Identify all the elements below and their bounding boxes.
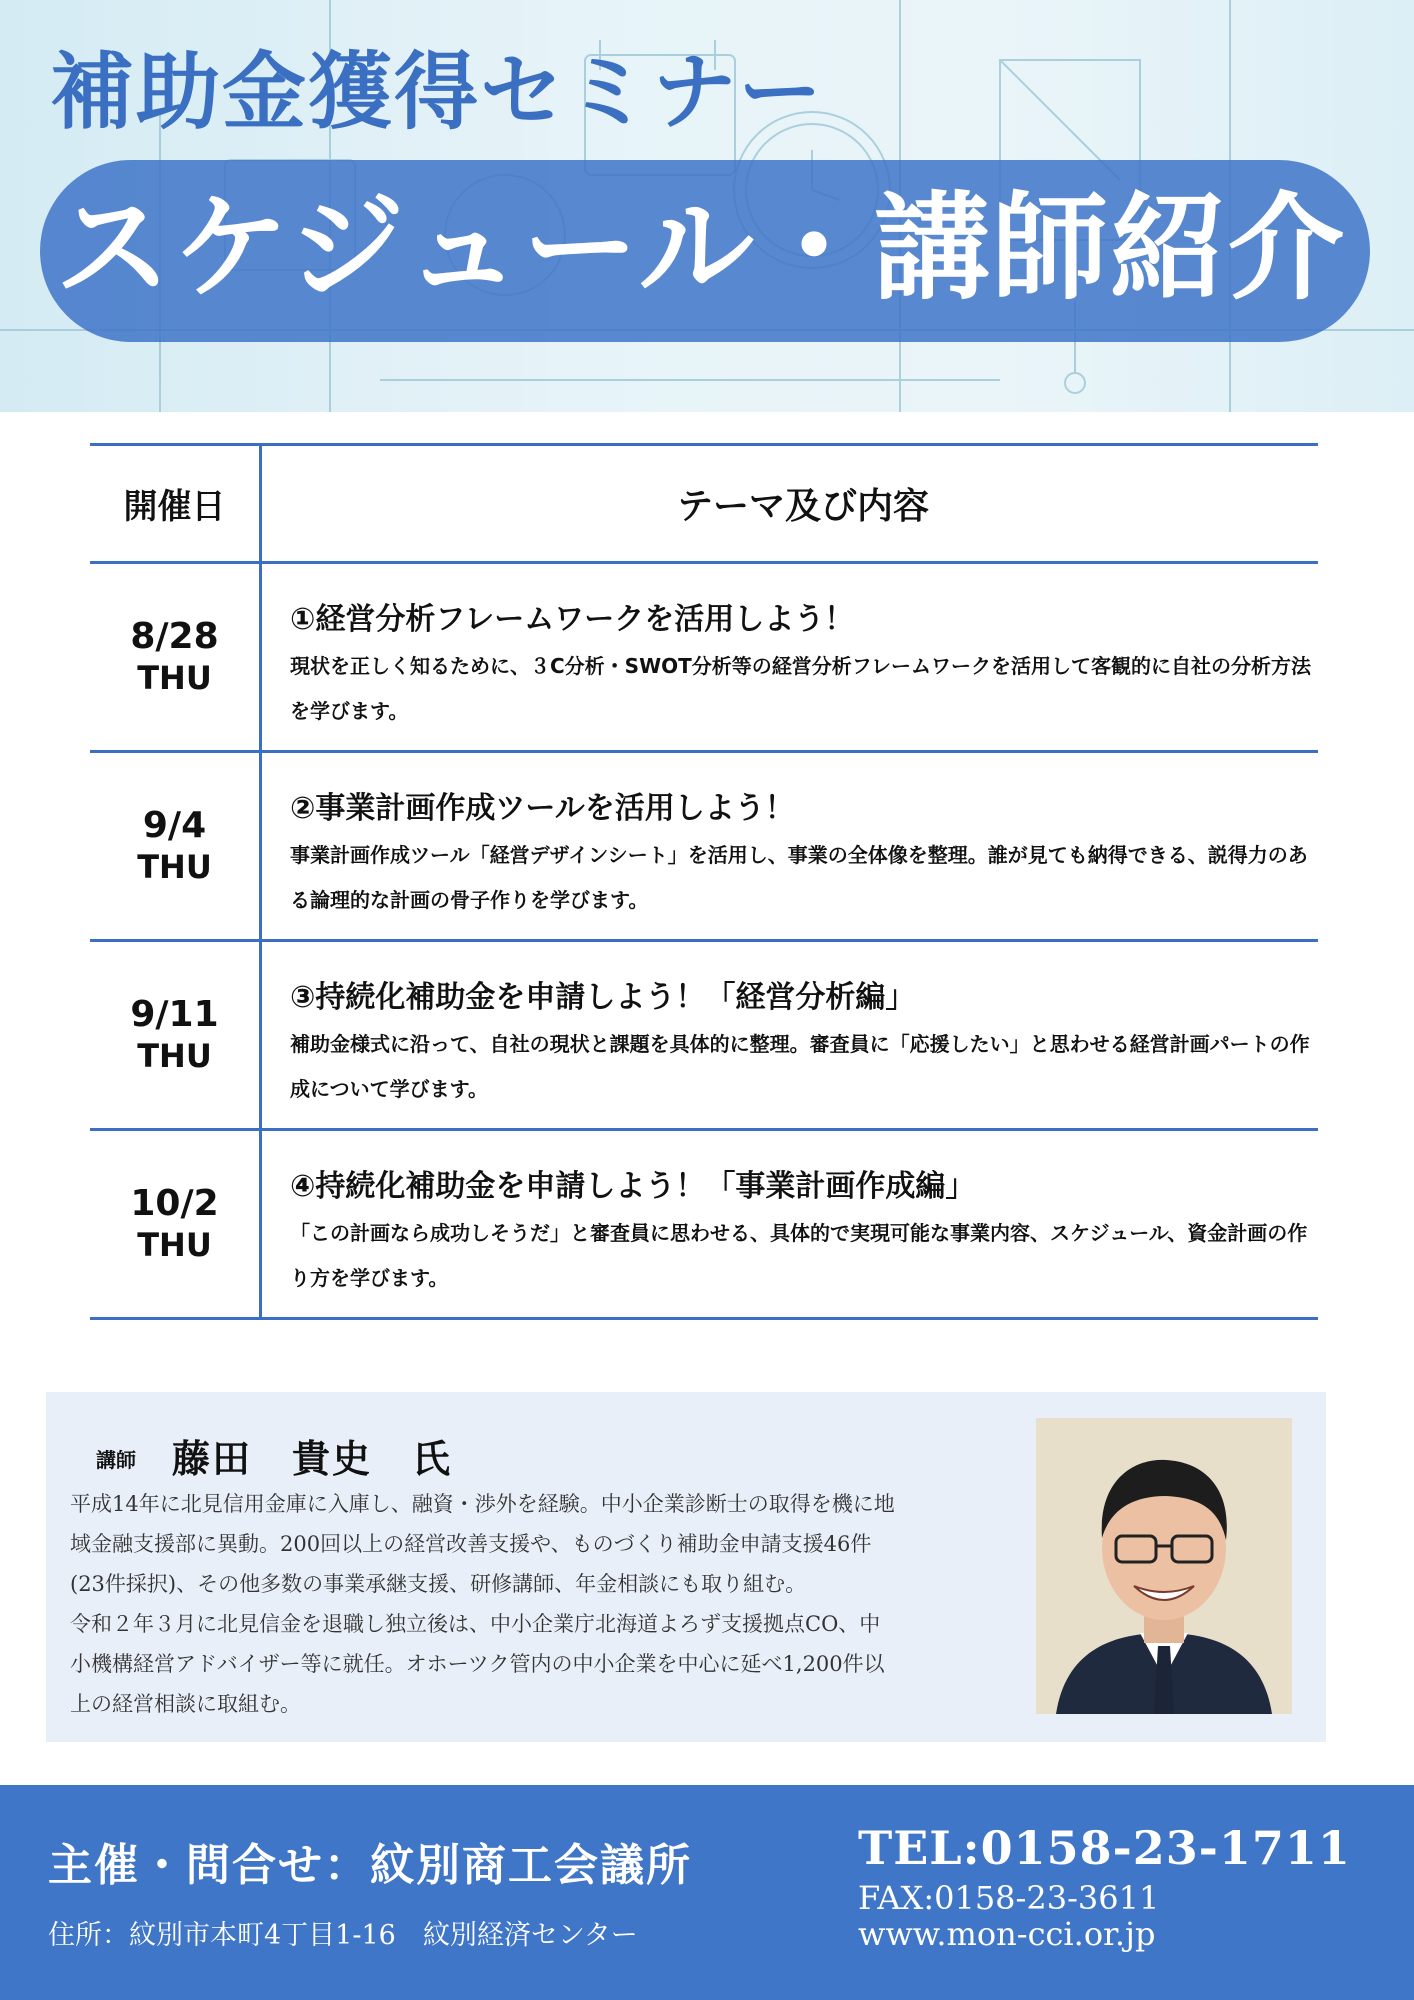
- lecturer-section: [46, 1392, 1326, 1742]
- session-date-cell: [90, 942, 262, 1128]
- session-content: [262, 942, 1318, 1128]
- person-portrait-icon: [1036, 1418, 1292, 1714]
- schedule-table: [90, 443, 1318, 1320]
- session-description: 「この計画なら成功しそうだ」と審査員に思わせる、具体的で実現可能な事業内容、スケジュール、資金計画の作り方を学びます。: [290, 1221, 1308, 1290]
- header-banner: [0, 0, 1414, 412]
- session-date: 8/28: [130, 616, 219, 658]
- session-title: ④持続化補助金を申請しよう！「事業計画作成編」: [290, 1169, 976, 1204]
- session-content: [262, 753, 1318, 939]
- address: 住所：紋別市本町4丁目1-16 紋別経済センター: [48, 1920, 638, 1951]
- session-description: 現状を正しく知るために、３C分析・SWOT分析等の経営分析フレームワークを活用して客観的に自社の分析方法を学びます。: [290, 654, 1311, 723]
- phone-number: TEL:0158-23-1711: [858, 1821, 1351, 1875]
- bio-line: 上の経営相談に取組む。: [70, 1692, 301, 1716]
- lecturer-name: 藤田 貴史 氏: [172, 1436, 453, 1481]
- session-date: 9/4: [142, 805, 207, 847]
- session-title: ②事業計画作成ツールを活用しよう！: [290, 791, 795, 826]
- session-title: ③持続化補助金を申請しよう！「経営分析編」: [290, 980, 916, 1015]
- lecturer-photo: [1036, 1418, 1292, 1714]
- session-content: [262, 1131, 1318, 1317]
- seminar-name: 補助金獲得セミナー: [50, 42, 825, 141]
- session-date-cell: [90, 753, 262, 939]
- footer: [0, 1785, 1414, 2000]
- session-description: 補助金様式に沿って、自社の現状と課題を具体的に整理。審査員に「応援したい」と思わせる経営計画パートの作成について学びます。: [290, 1032, 1310, 1101]
- session-day: THU: [137, 847, 212, 886]
- header-theme: テーマ及び内容: [676, 486, 929, 527]
- organizer: 主催・問合せ：紋別商工会議所: [48, 1840, 692, 1891]
- lecturer-role: 講師: [96, 1448, 136, 1472]
- bio-line: 小機構経営アドバイザー等に就任。オホーツク管内の中小企業を中心に延べ1,200件以: [70, 1652, 885, 1676]
- table-row: [90, 753, 1318, 942]
- bio-line: (23件採択)、その他多数の事業承継支援、研修講師、年金相談にも取り組む。: [70, 1572, 807, 1596]
- lecturer-bio: [70, 1484, 1070, 1724]
- bio-line: 令和２年３月に北見信金を退職し独立後は、中小企業庁北海道よろず支援拠点CO、中: [70, 1612, 881, 1636]
- table-row: [90, 942, 1318, 1131]
- session-day: THU: [137, 658, 212, 697]
- session-date: 9/11: [130, 994, 219, 1036]
- page-title: スケジュール・講師紹介: [55, 180, 1347, 316]
- table-header-row: [90, 443, 1318, 564]
- fax-number: FAX:0158-23-3611: [858, 1879, 1160, 1917]
- session-date: 10/2: [130, 1183, 219, 1225]
- bio-line: 平成14年に北見信用金庫に入庫し、融資・渉外を経験。中小企業診断士の取得を機に地: [70, 1492, 895, 1516]
- session-day: THU: [137, 1225, 212, 1264]
- website-link[interactable]: www.mon-cci.or.jp: [858, 1915, 1156, 1953]
- session-day: THU: [137, 1036, 212, 1075]
- session-date-cell: [90, 1131, 262, 1317]
- session-description: 事業計画作成ツール「経営デザインシート」を活用し、事業の全体像を整理。誰が見ても納得できる、説得力のある論理的な計画の骨子作りを学びます。: [290, 843, 1308, 912]
- bio-line: 域金融支援部に異動。200回以上の経営改善支援や、ものづくり補助金申請支援46件: [70, 1532, 872, 1556]
- header-date: 開催日: [90, 446, 262, 561]
- table-row: [90, 1131, 1318, 1320]
- table-row: [90, 564, 1318, 753]
- session-title: ①経営分析フレームワークを活用しよう！: [290, 602, 855, 637]
- session-date-cell: [90, 564, 262, 750]
- session-content: [262, 564, 1318, 750]
